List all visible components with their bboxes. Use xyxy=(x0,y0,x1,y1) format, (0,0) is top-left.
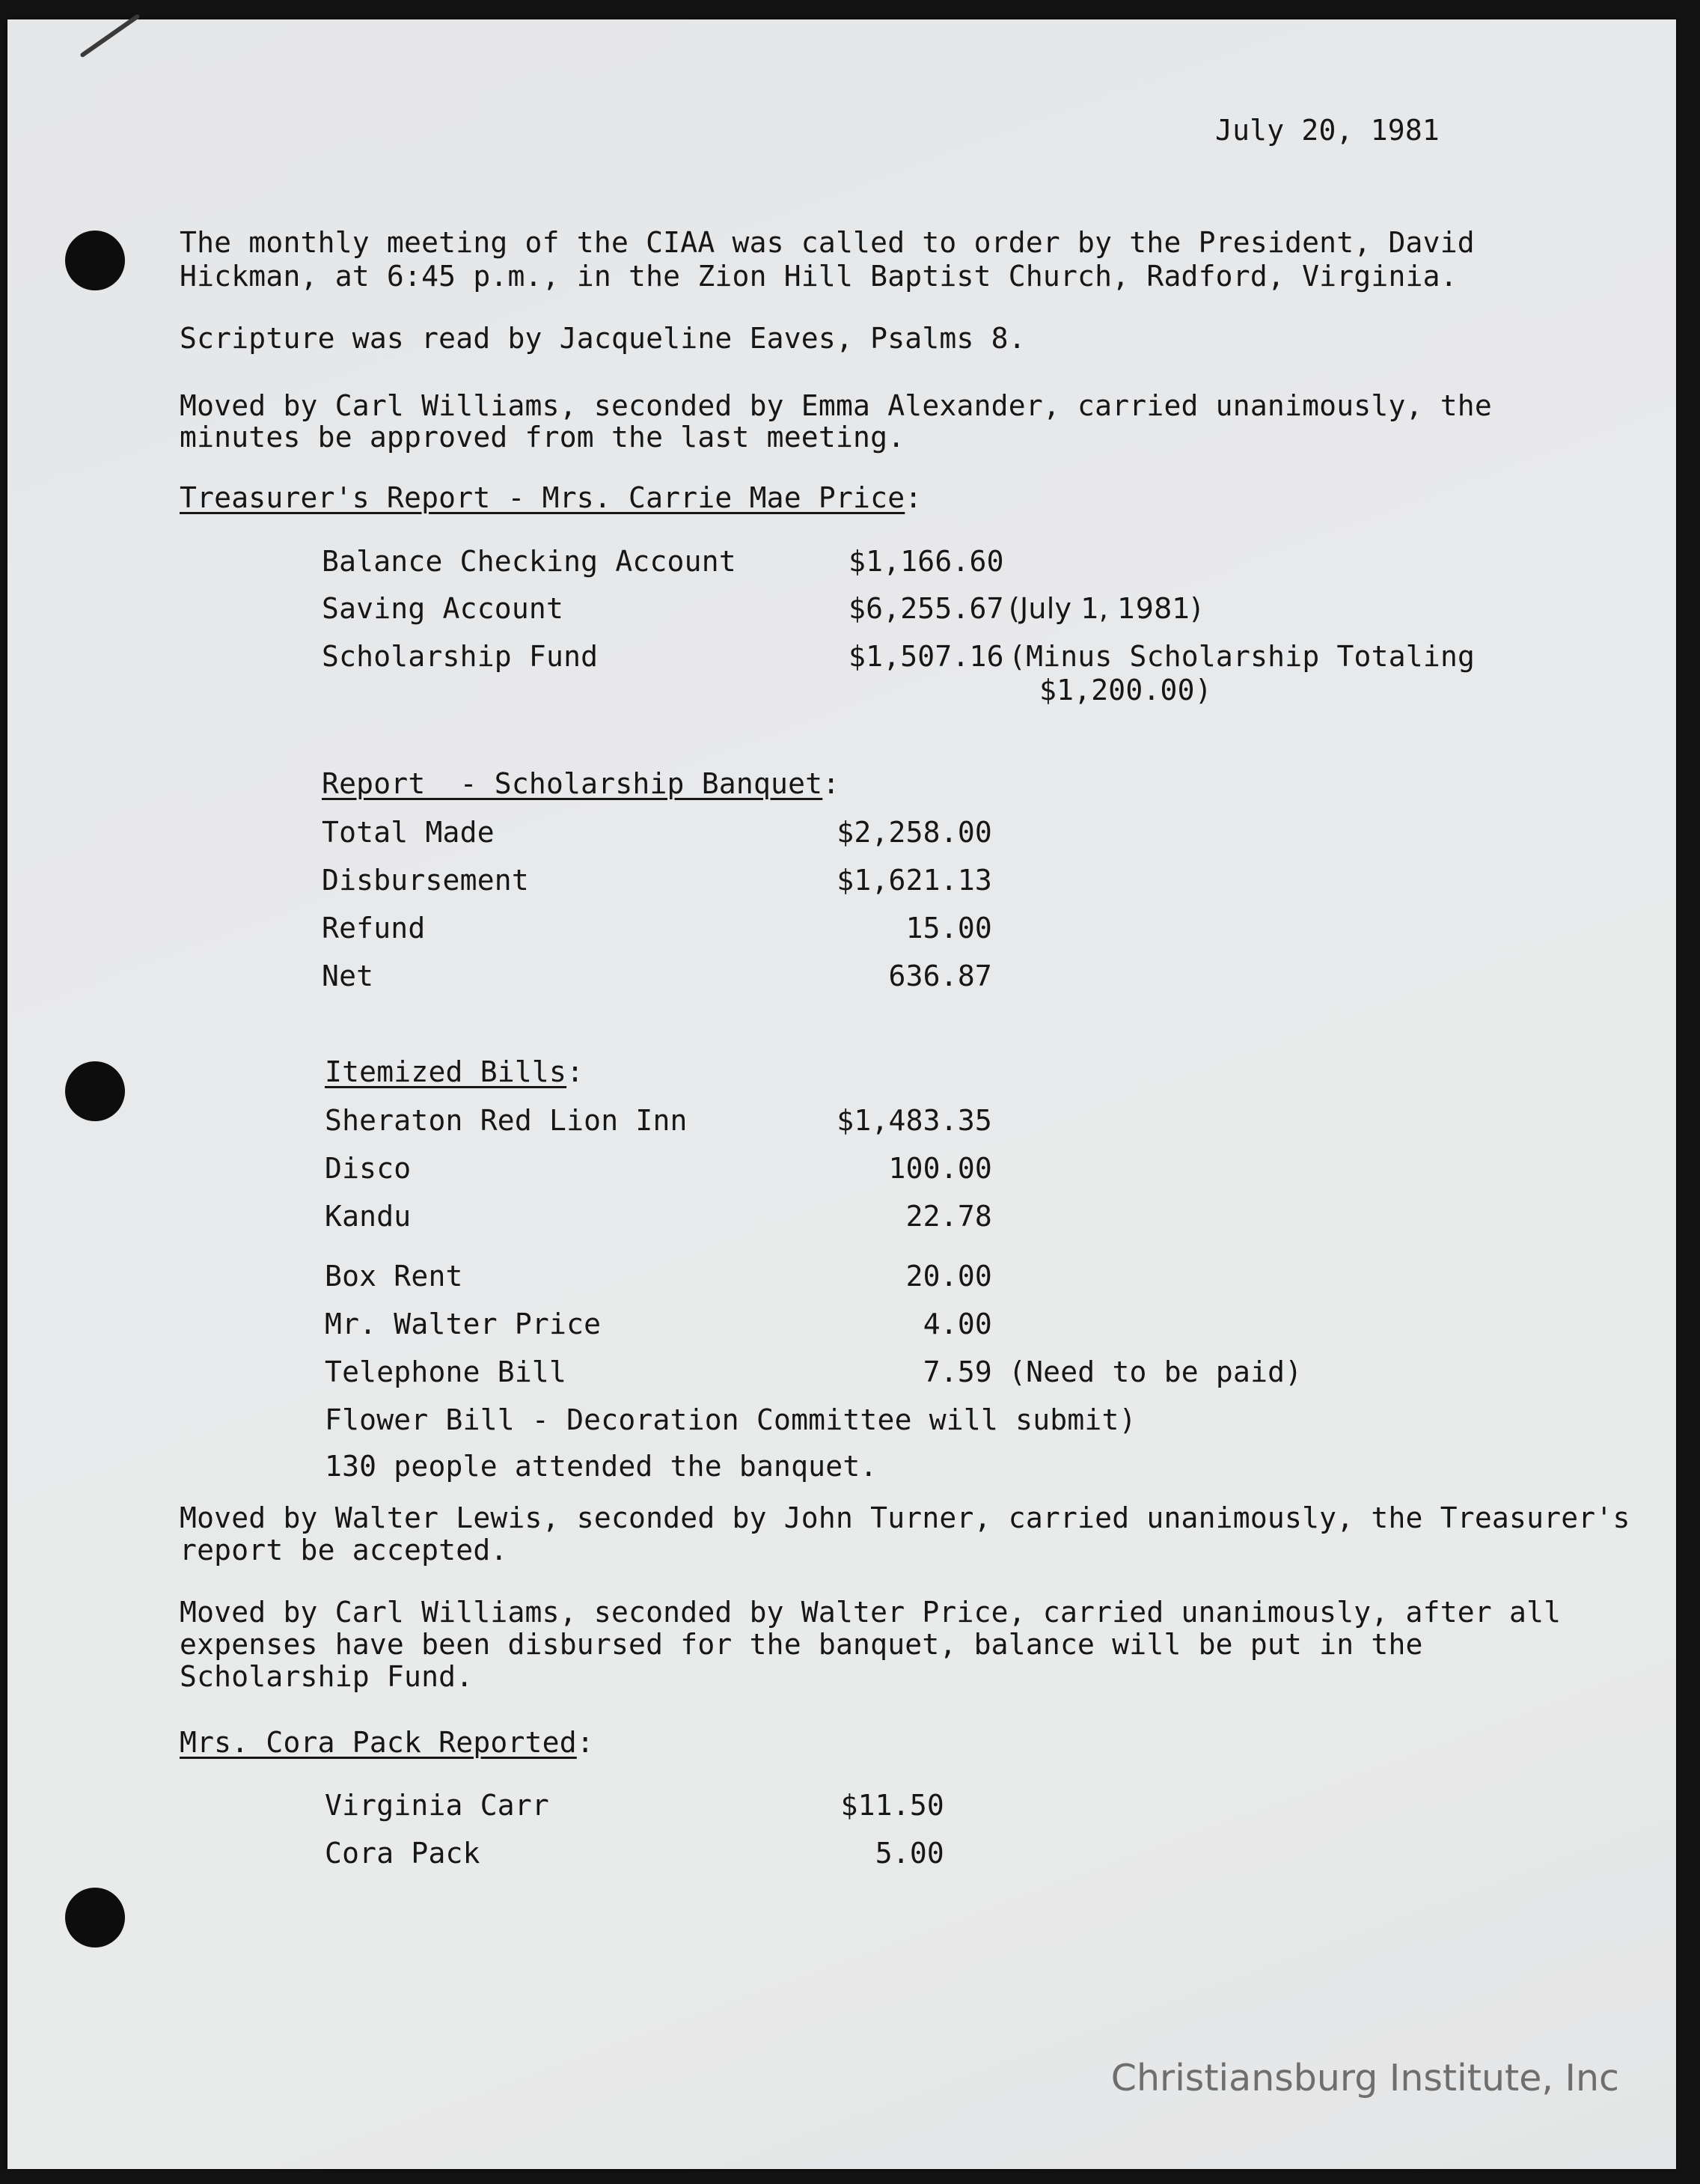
bill-label: Sheraton Red Lion Inn xyxy=(325,1104,688,1137)
account-label: Scholarship Fund xyxy=(322,640,599,673)
intro-line-2: Hickman, at 6:45 p.m., in the Zion Hill Baptist Church, Radford, Virginia. xyxy=(180,260,1458,293)
banquet-amount: 15.00 xyxy=(905,912,992,945)
banquet-amount: $1,621.13 xyxy=(837,864,992,897)
bill-amount: $1,483.35 xyxy=(837,1104,992,1137)
intro-line-1: The monthly meeting of the CIAA was called to order by the President, David xyxy=(180,226,1475,259)
attendance-line: 130 people attended the banquet. xyxy=(325,1450,878,1483)
pack-label: Cora Pack xyxy=(325,1837,480,1870)
account-note-continued: $1,200.00) xyxy=(1039,674,1212,707)
treasurer-motion-line-1: Moved by Walter Lewis, seconded by John Turner, carried unanimously, the Treasurer's xyxy=(180,1501,1630,1534)
punch-hole xyxy=(65,1888,125,1947)
balance-motion-line-3: Scholarship Fund. xyxy=(180,1660,474,1693)
balance-motion-line-2: expenses have been disbursed for the banquet, balance will be put in the xyxy=(180,1628,1423,1661)
treasurer-heading: Treasurer's Report - Mrs. Carrie Mae Price: xyxy=(180,481,923,514)
pack-heading: Mrs. Cora Pack Reported: xyxy=(180,1726,594,1759)
bills-heading: Itemized Bills: xyxy=(325,1055,584,1088)
banquet-label: Total Made xyxy=(322,816,495,849)
archive-watermark: Christiansburg Institute, Inc xyxy=(1110,2057,1619,2099)
bill-note: (Need to be paid) xyxy=(1009,1355,1303,1388)
bill-amount: 22.78 xyxy=(905,1200,992,1233)
bill-label: Disco xyxy=(325,1152,412,1185)
bill-label: Kandu xyxy=(325,1200,412,1233)
banquet-amount: $2,258.00 xyxy=(837,816,992,849)
minutes-motion-line-2: minutes be approved from the last meeting. xyxy=(180,421,905,454)
letter-date: July 20, 1981 xyxy=(1215,114,1440,147)
pack-label: Virginia Carr xyxy=(325,1789,550,1822)
pack-amount: 5.00 xyxy=(875,1837,944,1870)
bill-amount: 20.00 xyxy=(905,1260,992,1293)
bill-label: Mr. Walter Price xyxy=(325,1308,602,1340)
account-label: Balance Checking Account xyxy=(322,545,736,578)
account-note: (July 1, 1981) xyxy=(1009,592,1202,625)
account-amount: $1,507.16 xyxy=(849,640,1004,673)
bill-amount: 100.00 xyxy=(888,1152,992,1185)
punch-hole xyxy=(65,231,125,290)
bill-label: Telephone Bill xyxy=(325,1355,567,1388)
bill-label: Box Rent xyxy=(325,1260,463,1293)
banquet-amount: 636.87 xyxy=(888,960,992,992)
banquet-heading: Report - Scholarship Banquet: xyxy=(322,767,840,800)
account-amount: $6,255.67 xyxy=(849,592,1004,625)
bill-amount: 7.59 xyxy=(923,1355,992,1388)
scripture-line: Scripture was read by Jacqueline Eaves, Psalms 8. xyxy=(180,322,1026,355)
banquet-label: Refund xyxy=(322,912,426,945)
flower-bill-line: Flower Bill - Decoration Committee will submit) xyxy=(325,1403,1137,1436)
punch-hole xyxy=(65,1061,125,1121)
account-label: Saving Account xyxy=(322,592,564,625)
pack-amount: $11.50 xyxy=(840,1789,944,1822)
bill-amount: 4.00 xyxy=(923,1308,992,1340)
minutes-motion-line-1: Moved by Carl Williams, seconded by Emma Alexander, carried unanimously, the xyxy=(180,389,1492,422)
account-amount: $1,166.60 xyxy=(849,545,1004,578)
treasurer-motion-line-2: report be accepted. xyxy=(180,1534,508,1567)
balance-motion-line-1: Moved by Carl Williams, seconded by Walter Price, carried unanimously, after all xyxy=(180,1596,1562,1629)
banquet-label: Net xyxy=(322,960,374,992)
banquet-label: Disbursement xyxy=(322,864,529,897)
account-note: (Minus Scholarship Totaling xyxy=(1009,640,1476,673)
